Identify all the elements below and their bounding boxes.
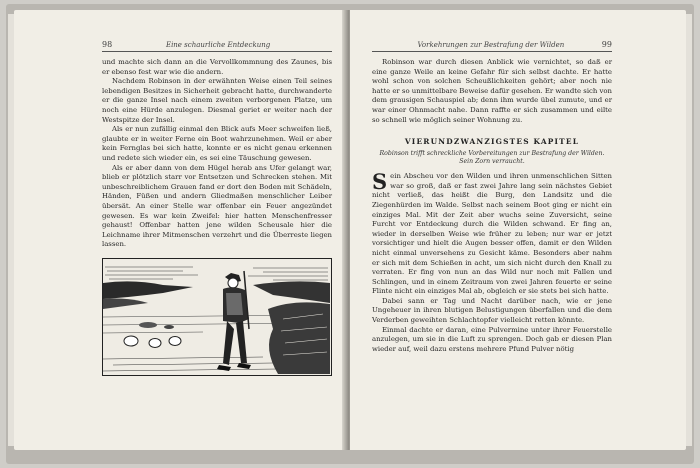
chapter-title: VIERUNDZWANZIGSTES KAPITEL (404, 137, 580, 147)
chapter-summary: Robinson trifft schreckliche Vorbereitungen zur Bestrafung der Wilden. Sein Zorn verraucht. (379, 150, 605, 166)
first-paragraph (372, 169, 612, 297)
woodcut-illustration (102, 258, 332, 376)
chapter-body-text (372, 169, 612, 354)
paragraph: Robinson war durch diesen Anblick wie vernichtet, so daß er eine ganze Weile an keine Gefahr für sich selbst dachte. Er hatte wohl schon von solchen Scheußlichkeiten gehört; aber noch nie hatte er so unmittelbare Beweise dafür gesehen. Er wandte sich von dem grausigen Schauspiel ab; denn ihm wurde übel zumute, und er war einer Ohnmacht nahe. Dann raffte er sich zusammen und eilte so schnell wie möglich seiner Wohnung zu. (372, 58, 612, 124)
paragraph: Als er nun zufällig einmal den Blick aufs Meer schweifen ließ, glaubte er in weiter Ferne ein Boot wahrzunehmen. Weil er aber kein Fernglas bei sich hatte, konnte er es nicht genau erkennen und redete sich wieder ein, es sei eine Täuschung gewesen. (102, 125, 332, 162)
right-body-text (372, 58, 612, 125)
robinson-on-shore-image (103, 259, 330, 374)
paragraph: Dabei sann er Tag und Nacht darüber nach, wie er jene Ungeheuer in ihren blutigen Belustigungen überfallen und die dem Verderben geweihten Schlachtopfer vielleicht retten könnte. (372, 296, 612, 325)
left-running-title: Eine schaurliche Entdeckung (165, 41, 271, 49)
left-page-number: 98 (102, 40, 113, 49)
right-running-title: Vorkehrungen zur Bestrafung der Wilden (417, 41, 565, 49)
right-page-number: 99 (601, 40, 612, 49)
open-book (6, 4, 694, 464)
right-page (350, 10, 686, 450)
paragraph: Als er aber dann von dem Hügel herab ans Ufer gelangt war, blieb er plötzlich starr vor Entsetzen und Schrecken stehen. Mit unbeschreiblichem Grauen fand er dort den Boden mit Schädeln, Händen, Füßen und andern Gliedmaßen menschlicher Leiber übersät. An einer Stelle war offenbar ein Feuer angezündet gewesen. Es war kein Zweifel: hier hatten Menschenfresser gehaust! Offenbar hatten jene wilden Scheusale hier die Leichname ihrer Mitmenschen verzehrt und die Überreste liegen lassen. (102, 163, 332, 249)
dropcap-letter: S (372, 169, 388, 195)
right-page-header (372, 40, 612, 52)
left-body-text (102, 58, 332, 250)
paragraph: und machte sich dann an die Vervollkommnung des Zaunes, bis er ebenso fest war wie die andern. (102, 58, 332, 76)
left-page (14, 10, 346, 450)
paragraph: Nachdem Robinson in der erwähnten Weise einen Teil seines lebendigen Besitzes in Sicherheit gebracht hatte, durchwanderte er die ganze Insel nach einem zweiten verborgenen Platze, um noch eine Hürde anzulegen. Diesmal geriet er weiter nach der Westspitze der Insel. (102, 77, 332, 124)
paragraph: Einmal dachte er daran, eine Pulvermine unter ihrer Feuerstelle anzulegen, um sie in die Luft zu sprengen. Doch gab er diesen Plan wieder auf, weil dazu erstens mehrere Pfund Pulver nötig (372, 325, 612, 353)
first-paragraph-text: ein Abscheu vor den Wilden und ihren unmenschlichen Sitten war so groß, daß er fast zwei Jahre lang sein nächstes Gebiet nicht verließ, das heißt die Burg, den Landsitz und die Ziegenhürden im Walde. Selbst nach seinem Boot ging er nicht ein einziges Mal. Mit der Zeit aber wuchs seine Zuversicht, seine Furcht vor Entdeckung durch die Wilden schwand. Er fing an, wieder in derselben Weise wie früher zu leben; nur war er jetzt vorsichtiger und hielt die Augen besser offen, damit er den Wilden nicht einmal unversehens zu Gesicht käme. Besonders aber nahm er sich mit dem Schießen in acht, um sich nicht durch den Knall zu verraten. Er fing von nun an das Wild nur noch mit Fallen und Schlingen, und in einem Zeitraum von zwei Jahren feuerte er seine Flinte nicht ein einziges Mal ab, obgleich er sie stets bei sich hatte. (372, 172, 612, 296)
page-stack-right (685, 14, 692, 446)
left-page-header (102, 40, 332, 52)
